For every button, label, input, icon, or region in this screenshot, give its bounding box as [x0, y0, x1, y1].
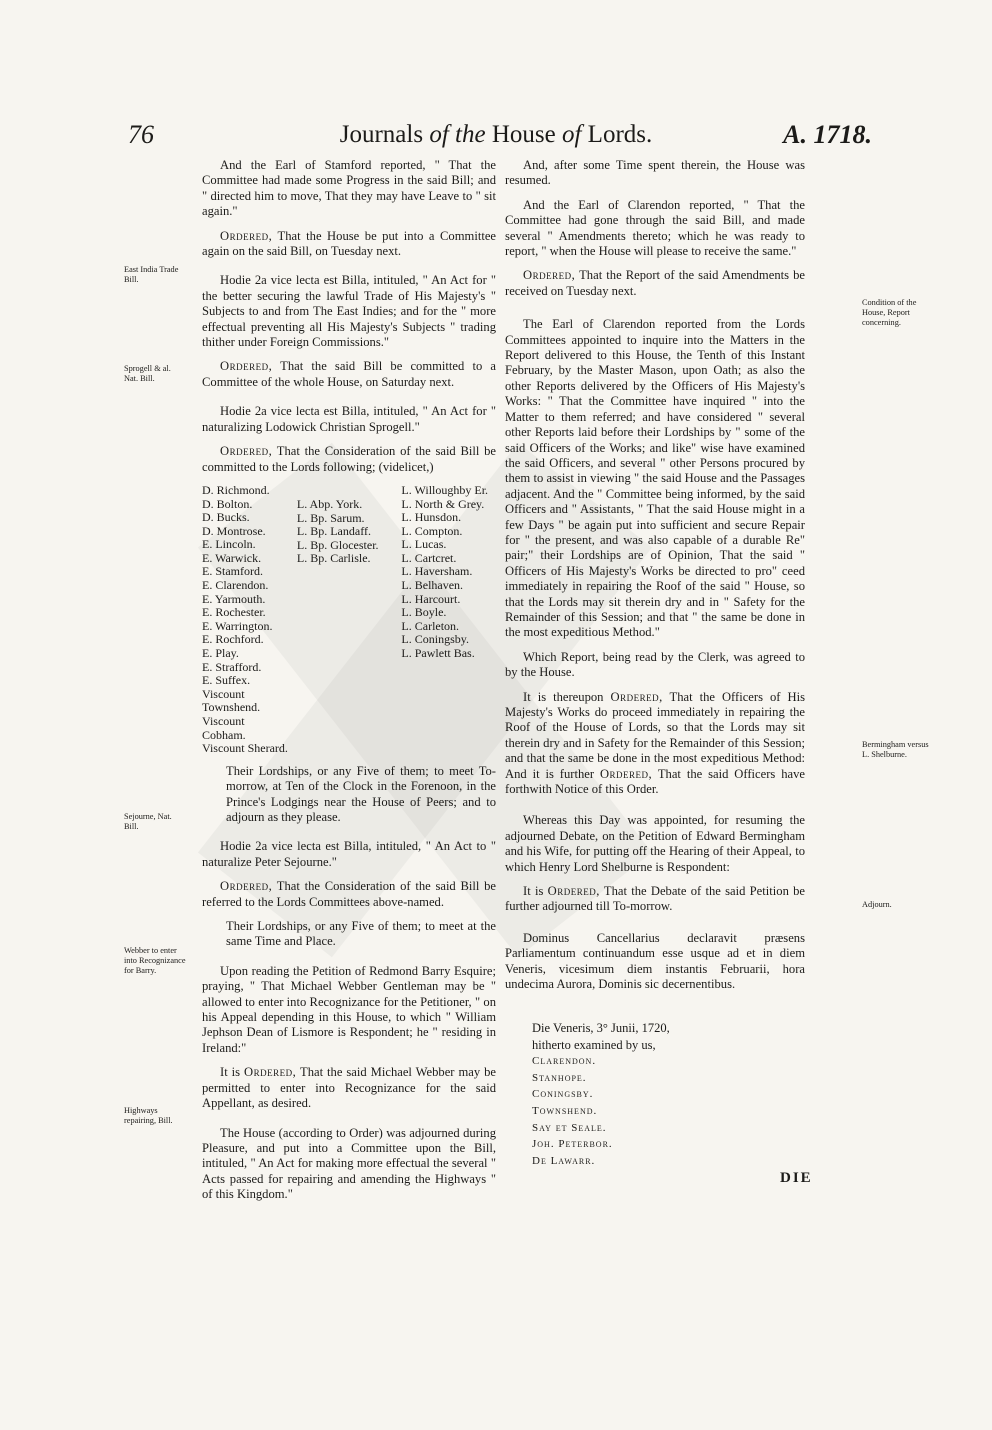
year-heading: A. 1718. — [783, 120, 872, 149]
list-item: L. Haversham. — [401, 564, 473, 579]
list-item: Stanhope. — [532, 1071, 587, 1084]
paragraph: Ordered, That the Report of the said Amendments be received on Tuesday next. — [505, 268, 805, 298]
list-item: L. Compton. — [401, 523, 463, 538]
list-item: E. Play. — [202, 646, 239, 661]
paragraph: Ordered, That the Consideration of the said Bill be committed to the Lords following; (videlicet,) — [202, 444, 496, 474]
list-item: E. Clarendon. — [202, 578, 269, 593]
list-item: L. Harcourt. — [401, 591, 461, 606]
list-item: E. Lincoln. — [202, 537, 256, 552]
paragraph: And the Earl of Clarendon reported, " That the Committee had gone through the said Bill, and made several " Amendments thereto; which he was ready to report, " when the House will please to receive the same." — [505, 197, 805, 259]
list-item: E. Rochford. — [202, 632, 264, 647]
list-item: L. Carleton. — [401, 618, 460, 633]
signature-block — [532, 1020, 670, 1169]
list-item: De Lawarr. — [532, 1154, 596, 1167]
paragraph: Upon reading the Petition of Redmond Barry Esquire; praying, " That Michael Webber Gentleman may be " allowed to enter into Recognizance for the Petitioner, " on his Appeal depending in this House, to which " William Jephson Dean of Lismore is Respondent; he " residing in Ireland:" — [202, 963, 496, 1055]
list-item: L. Coningsby. — [401, 632, 469, 647]
list-item: Say et Seale. — [532, 1121, 607, 1134]
list-item: L. Bp. Landaff. — [296, 524, 371, 539]
list-item: E. Rochester. — [202, 605, 266, 620]
paragraph: Dominus Cancellarius declaravit præsens Parliamentum continuandum esse usque ad et in diem Veneris, vicesimum diem instantis Februarii, hora undecima Aurora, Dominis sic decernentibus. — [505, 930, 805, 992]
left-column — [202, 158, 496, 1212]
list-item: E. Stamford. — [202, 564, 263, 579]
list-item: L. Bp. Sarum. — [296, 510, 365, 525]
margin-note-bermingham: Bermingham versus L. Shelburne. — [862, 740, 929, 759]
paragraph: Ordered, That the House be put into a Committee again on the said Bill, on Tuesday next. — [202, 228, 496, 259]
list-item: E. Warrington. — [202, 618, 273, 633]
margin-note-sejourne: Sejourne, Nat. Bill. — [124, 812, 172, 831]
signature-date: Die Veneris, 3° Junii, 1720, — [532, 1021, 670, 1035]
margin-note-webber: Webber to enter into Recognizance for Barry. — [124, 946, 186, 975]
list-item: L. Hunsdon. — [401, 510, 462, 525]
list-item: Joh. Peterbor. — [532, 1138, 613, 1151]
committee-column — [297, 484, 394, 756]
list-item: L. Willoughby Er. — [401, 482, 489, 497]
paragraph: Hodie 2a vice lecta est Billa, intituled, " An Act to " naturalize Peter Sejourne." — [202, 839, 496, 869]
list-item: Clarendon. — [532, 1055, 597, 1068]
list-item: Viscount Townshend. — [202, 686, 261, 715]
paragraph: And the Earl of Stamford reported, " That the Committee had made some Progress in the said Bill; and " directed him to move, That they may have Leave to " sit again." — [202, 158, 496, 219]
list-item: D. Montrose. — [202, 523, 266, 538]
list-item: L. Boyle. — [401, 605, 447, 620]
list-item: L. Lucas. — [401, 537, 447, 552]
paragraph: Their Lordships, or any Five of them; to meet To-morrow, at Ten of the Clock in the Forenoon, in the Prince's Lodgings near the House of Peers; and to adjourn as they please. — [226, 763, 496, 824]
list-item: D. Bucks. — [202, 510, 250, 525]
page-number: 76 — [128, 120, 154, 149]
margin-note-sprogell: Sprogell & al. Nat. Bill. — [124, 364, 171, 383]
committee-column — [202, 484, 289, 756]
signature-examined: hitherto examined by us, — [532, 1037, 656, 1052]
list-item: L. Bp. Carlisle. — [296, 551, 371, 566]
list-item: Viscount Sherard. — [202, 741, 288, 756]
list-item: E. Strafford. — [202, 659, 262, 674]
paragraph: Ordered, That the Consideration of the said Bill be referred to the Lords Committees above-named. — [202, 879, 496, 909]
list-item: E. Suffex. — [202, 673, 251, 688]
committee-column — [401, 484, 496, 756]
committee-list — [202, 484, 496, 756]
list-item: L. Cartcret. — [401, 550, 457, 565]
paragraph: Ordered, That the said Bill be committed to a Committee of the whole House, on Saturday next. — [202, 359, 496, 389]
margin-note-condition: Condition of the House, Report concerning. — [862, 298, 917, 327]
list-item: L. Belhaven. — [401, 578, 464, 593]
signature-names — [532, 1053, 670, 1169]
paragraph: The House (according to Order) was adjourned during Pleasure, and put into a Committee upon the Bill, intituled, " An Act for making more effectual the several " Acts passed for repairing and amending the Highways " of this Kingdom." — [202, 1125, 496, 1202]
paragraph: Hodie 2a vice lecta est Billa, intituled, " An Act for " the better securing the lawful Trade of His Majesty's " Subjects to and from The East Indies; and for the " more effectual preventing all His Majesty's Subjects " trading thither under Foreign Commissions." — [202, 273, 496, 350]
list-item: L. Bp. Glocester. — [296, 537, 379, 552]
paragraph: Whereas this Day was appointed, for resuming the adjourned Debate, on the Petition of Edward Bermingham and his Wife, for putting off the Hearing of their Appeal, to which Henry Lord Shelburne is Respondent: — [505, 813, 805, 874]
list-item: Viscount Cobham. — [202, 714, 246, 742]
paragraph: Hodie 2a vice lecta est Billa, intituled, " An Act for " naturalizing Lodowick Christian Sprogell." — [202, 404, 496, 434]
list-item: D. Bolton. — [202, 496, 253, 511]
list-item: L. North & Grey. — [401, 496, 485, 511]
catchword: DIE — [780, 1170, 813, 1186]
paragraph: The Earl of Clarendon reported from the Lords Committees appointed to inquire into the Matters in the Report delivered to this House, the Tenth of this Instant February, by the Master Mason, upon Oath; as also the other Reports delivered by the Officers of His Majesty's Works: " That the Committee have inquired " into the Matter to them referred; and have considered " several other Reports laid before their Lordships by " some of the said Officers of the Works; and like" wise have examined the said Officers, and several " other Persons procured by them to assist in viewing " the said House and the Passages adjacent. And the " Committee being informed, by the said Officers and " Assistants, " That the said House might in a few Days " be again put into sufficient and secure Repair for " the present, and was also capable of a durable Re" pair;" their Lordships are of Opinion, That the said " Officers of His Majesty's Works be directed to pro" ceed immediately in repairing the Roof of the said " House, so that the Lords may sit therein dry and in " Safety for the Remainder of this Session; and that " the same be done in the most expeditious Method." — [505, 317, 805, 640]
margin-note-east-india: East India Trade Bill. — [124, 265, 179, 284]
list-item: Townshend. — [532, 1104, 598, 1117]
list-item: E. Yarmouth. — [202, 591, 266, 606]
paragraph: It is thereupon Ordered, That the Officers of His Majesty's Works do proceed immediately in repairing the Roof of the House of Lords, so that the Lords may sit therein dry and in Safety for the Remainder of this Session; and that the same be done in the most expeditious Method: And it is further Ordered, That the said Officers have forthwith Notice of this Order. — [505, 689, 805, 797]
list-item: L. Abp. York. — [296, 496, 363, 511]
paragraph: It is Ordered, That the Debate of the said Petition be further adjourned till To-morrow. — [505, 884, 806, 914]
list-item: E. Warwick. — [202, 550, 262, 565]
paragraph: And, after some Time spent therein, the House was resumed. — [505, 158, 805, 188]
paragraph: Their Lordships, or any Five of them; to meet at the same Time and Place. — [226, 919, 496, 949]
paragraph: Which Report, being read by the Clerk, was agreed to by the House. — [505, 649, 805, 680]
paragraph: It is Ordered, That the said Michael Webber may be permitted to enter into Recognizance for the said Appellant, as desired. — [202, 1065, 497, 1111]
margin-note-adjourn: Adjourn. — [862, 900, 892, 909]
running-title: Journals of the House of Lords. — [339, 121, 653, 148]
list-item: D. Richmond. — [202, 482, 270, 497]
list-item: L. Pawlett Bas. — [401, 646, 475, 661]
right-column — [505, 158, 805, 1002]
list-item: Coningsby. — [532, 1088, 594, 1101]
margin-note-highways: Highways repairing, Bill. — [124, 1106, 173, 1125]
